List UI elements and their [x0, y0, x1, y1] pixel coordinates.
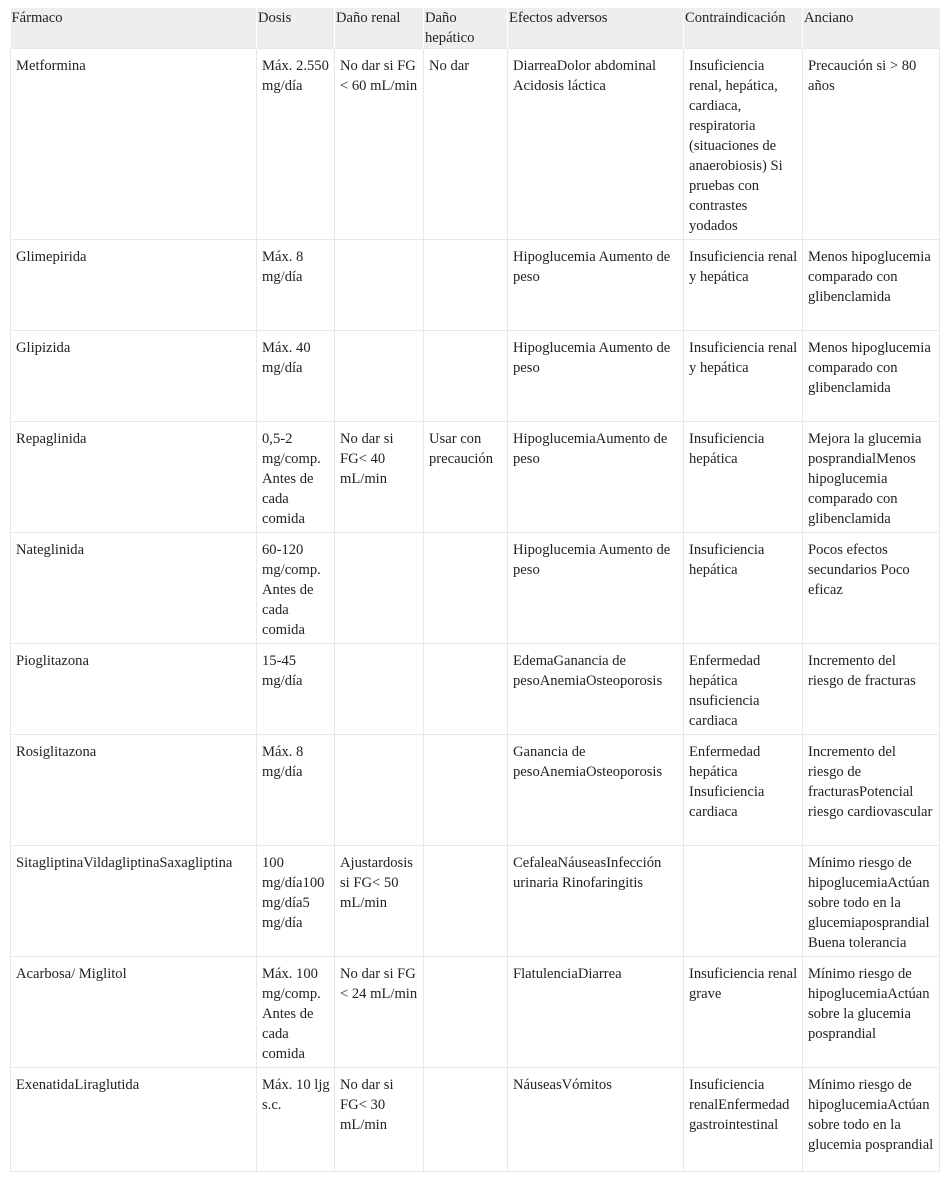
cell-efectos-adversos: [508, 49, 684, 240]
cell-text: NáuseasVómitos: [513, 1077, 612, 1093]
cell-farmaco: [11, 422, 257, 533]
cell-dano-renal: [335, 846, 424, 957]
cell-efectos-adversos: [508, 735, 684, 846]
cell-text: Mínimo riesgo de hipoglucemiaActúan sobre todo en la glucemia posprandial: [808, 1077, 934, 1153]
cell-text: Usar con precaución: [429, 431, 494, 467]
cell-dano-renal: [335, 735, 424, 846]
cell-contraindicacion: [684, 735, 803, 846]
header-farmaco: Fármaco: [11, 8, 257, 49]
header-anciano: Anciano: [803, 8, 940, 49]
header-contraindicacion: Contraindicación: [684, 8, 803, 49]
cell-text: Menos hipoglucemia comparado con glibenclamida: [808, 340, 931, 396]
cell-anciano: [803, 422, 940, 533]
header-dano-hepatico: Daño hepático: [424, 8, 508, 49]
cell-text: Insuficiencia renal grave: [689, 966, 798, 1002]
cell-text: Glipizida: [16, 340, 71, 356]
cell-efectos-adversos: [508, 331, 684, 422]
cell-text: Hipoglucemia Aumento de peso: [513, 542, 671, 578]
drug-table: [10, 8, 940, 1172]
cell-dosis: [257, 644, 335, 735]
cell-dano-hepatico: [424, 957, 508, 1068]
cell-text: Ajustardosis si FG< 50 mL/min: [340, 855, 413, 911]
cell-efectos-adversos: [508, 1068, 684, 1172]
cell-farmaco: [11, 644, 257, 735]
cell-efectos-adversos: [508, 957, 684, 1068]
cell-contraindicacion: [684, 957, 803, 1068]
cell-dosis: [257, 49, 335, 240]
cell-dosis: [257, 533, 335, 644]
cell-text: CefaleaNáuseasInfección urinaria Rinofaringitis: [513, 855, 662, 891]
cell-efectos-adversos: [508, 240, 684, 331]
cell-dano-renal: [335, 331, 424, 422]
cell-dano-renal: [335, 422, 424, 533]
cell-efectos-adversos: [508, 644, 684, 735]
cell-text: HipoglucemiaAumento de peso: [513, 431, 668, 467]
cell-text: Mejora la glucemia posprandialMenos hipoglucemia comparado con glibenclamida: [808, 431, 922, 527]
cell-text: No dar si FG < 60 mL/min: [340, 58, 418, 94]
cell-text: Acarbosa/ Miglitol: [16, 966, 127, 982]
cell-text: No dar si FG < 24 mL/min: [340, 966, 418, 1002]
cell-dosis: [257, 735, 335, 846]
cell-text: 15-45 mg/día: [262, 653, 303, 689]
cell-text: Nateglinida: [16, 542, 85, 558]
cell-text: Ganancia de pesoAnemiaOsteoporosis: [513, 744, 663, 780]
cell-dano-renal: [335, 240, 424, 331]
cell-text: Insuficiencia renal y hepática: [689, 249, 798, 285]
cell-text: Pocos efectos secundarios Poco eficaz: [808, 542, 910, 598]
table-row: [11, 331, 940, 422]
cell-dano-renal: [335, 1068, 424, 1172]
cell-anciano: [803, 1068, 940, 1172]
cell-anciano: [803, 533, 940, 644]
cell-text: SitagliptinaVildagliptinaSaxagliptina: [16, 855, 233, 871]
cell-text: FlatulenciaDiarrea: [513, 966, 622, 982]
cell-dano-renal: [335, 533, 424, 644]
table-row: [11, 49, 940, 240]
table-row: [11, 957, 940, 1068]
cell-dano-hepatico: [424, 422, 508, 533]
table-row: [11, 533, 940, 644]
cell-anciano: [803, 644, 940, 735]
cell-text: Máx. 2.550 mg/día: [262, 58, 329, 94]
cell-contraindicacion: [684, 533, 803, 644]
cell-text: Insuficiencia renal y hepática: [689, 340, 798, 376]
cell-text: Menos hipoglucemia comparado con glibenclamida: [808, 249, 931, 305]
cell-text: Pioglitazona: [16, 653, 89, 669]
cell-text: DiarreaDolor abdominal Acidosis láctica: [513, 58, 657, 94]
cell-text: Máx. 100 mg/comp. Antes de cada comida: [262, 966, 321, 1062]
cell-farmaco: [11, 49, 257, 240]
cell-text: Glimepirida: [16, 249, 87, 265]
table-header: [11, 8, 940, 49]
header-dano-renal: Daño renal: [335, 8, 424, 49]
table-body: [11, 49, 940, 1172]
cell-text: Máx. 8 mg/día: [262, 249, 304, 285]
cell-dosis: [257, 1068, 335, 1172]
cell-contraindicacion: [684, 644, 803, 735]
cell-text: Insuficiencia renal, hepática, cardiaca, respiratoria (situaciones de anaerobiosis) Si pruebas con contrastes yodados: [689, 58, 783, 234]
cell-text: No dar si FG< 40 mL/min: [340, 431, 394, 487]
cell-efectos-adversos: [508, 422, 684, 533]
cell-efectos-adversos: [508, 846, 684, 957]
cell-text: Incremento del riesgo de fracturas: [808, 653, 916, 689]
cell-dosis: [257, 331, 335, 422]
cell-contraindicacion: [684, 240, 803, 331]
cell-contraindicacion: [684, 422, 803, 533]
cell-text: No dar: [429, 58, 470, 74]
table-row: [11, 644, 940, 735]
cell-text: Mínimo riesgo de hipoglucemiaActúan sobre todo en la glucemiaposprandial Buena tolerancia: [808, 855, 930, 951]
cell-text: Máx. 40 mg/día: [262, 340, 311, 376]
cell-efectos-adversos: [508, 533, 684, 644]
table-row: [11, 846, 940, 957]
cell-anciano: [803, 846, 940, 957]
cell-text: Repaglinida: [16, 431, 87, 447]
cell-contraindicacion: [684, 49, 803, 240]
cell-text: Insuficiencia renalEnfermedad gastrointestinal: [689, 1077, 790, 1133]
cell-text: Metformina: [16, 58, 86, 74]
table-row: [11, 1068, 940, 1172]
cell-text: Insuficiencia hepática: [689, 542, 765, 578]
cell-dano-hepatico: [424, 533, 508, 644]
cell-text: Rosiglitazona: [16, 744, 97, 760]
cell-dano-hepatico: [424, 240, 508, 331]
cell-text: Enfermedad hepática nsuficiencia cardiaca: [689, 653, 761, 729]
cell-text: Mínimo riesgo de hipoglucemiaActúan sobre la glucemia posprandial: [808, 966, 930, 1042]
cell-text: EdemaGanancia de pesoAnemiaOsteoporosis: [513, 653, 663, 689]
cell-farmaco: [11, 240, 257, 331]
cell-anciano: [803, 331, 940, 422]
cell-text: Enfermedad hepática Insuficiencia cardiaca: [689, 744, 765, 820]
cell-dano-hepatico: [424, 49, 508, 240]
cell-dosis: [257, 957, 335, 1068]
cell-farmaco: [11, 533, 257, 644]
cell-text: No dar si FG< 30 mL/min: [340, 1077, 394, 1133]
cell-dano-renal: [335, 644, 424, 735]
cell-contraindicacion: [684, 1068, 803, 1172]
cell-farmaco: [11, 957, 257, 1068]
cell-contraindicacion: [684, 846, 803, 957]
cell-dano-hepatico: [424, 1068, 508, 1172]
cell-text: Máx. 8 mg/día: [262, 744, 304, 780]
cell-text: 60-120 mg/comp. Antes de cada comida: [262, 542, 321, 638]
cell-text: Insuficiencia hepática: [689, 431, 765, 467]
header-row: [11, 8, 940, 49]
table-row: [11, 240, 940, 331]
cell-dano-hepatico: [424, 735, 508, 846]
cell-farmaco: [11, 846, 257, 957]
cell-text: Incremento del riesgo de fracturasPotencial riesgo cardiovascular: [808, 744, 933, 820]
cell-text: Hipoglucemia Aumento de peso: [513, 249, 671, 285]
drug-table-container: [10, 8, 939, 1172]
cell-dosis: [257, 422, 335, 533]
cell-text: Máx. 10 ljg s.c.: [262, 1077, 330, 1113]
cell-text: Precaución si > 80 años: [808, 58, 917, 94]
cell-text: 100 mg/día100 mg/día5 mg/día: [262, 855, 325, 931]
header-efectos-adversos: Efectos adversos: [508, 8, 684, 49]
cell-dosis: [257, 240, 335, 331]
cell-contraindicacion: [684, 331, 803, 422]
table-row: [11, 422, 940, 533]
cell-dano-hepatico: [424, 644, 508, 735]
cell-dano-hepatico: [424, 846, 508, 957]
cell-anciano: [803, 735, 940, 846]
table-row: [11, 735, 940, 846]
cell-dano-renal: [335, 49, 424, 240]
cell-farmaco: [11, 735, 257, 846]
cell-dano-hepatico: [424, 331, 508, 422]
cell-farmaco: [11, 1068, 257, 1172]
cell-text: Hipoglucemia Aumento de peso: [513, 340, 671, 376]
cell-dosis: [257, 846, 335, 957]
cell-dano-renal: [335, 957, 424, 1068]
cell-anciano: [803, 49, 940, 240]
cell-anciano: [803, 240, 940, 331]
cell-anciano: [803, 957, 940, 1068]
cell-text: 0,5-2 mg/comp. Antes de cada comida: [262, 431, 321, 527]
cell-text: ExenatidaLiraglutida: [16, 1077, 140, 1093]
cell-farmaco: [11, 331, 257, 422]
header-dosis: Dosis: [257, 8, 335, 49]
